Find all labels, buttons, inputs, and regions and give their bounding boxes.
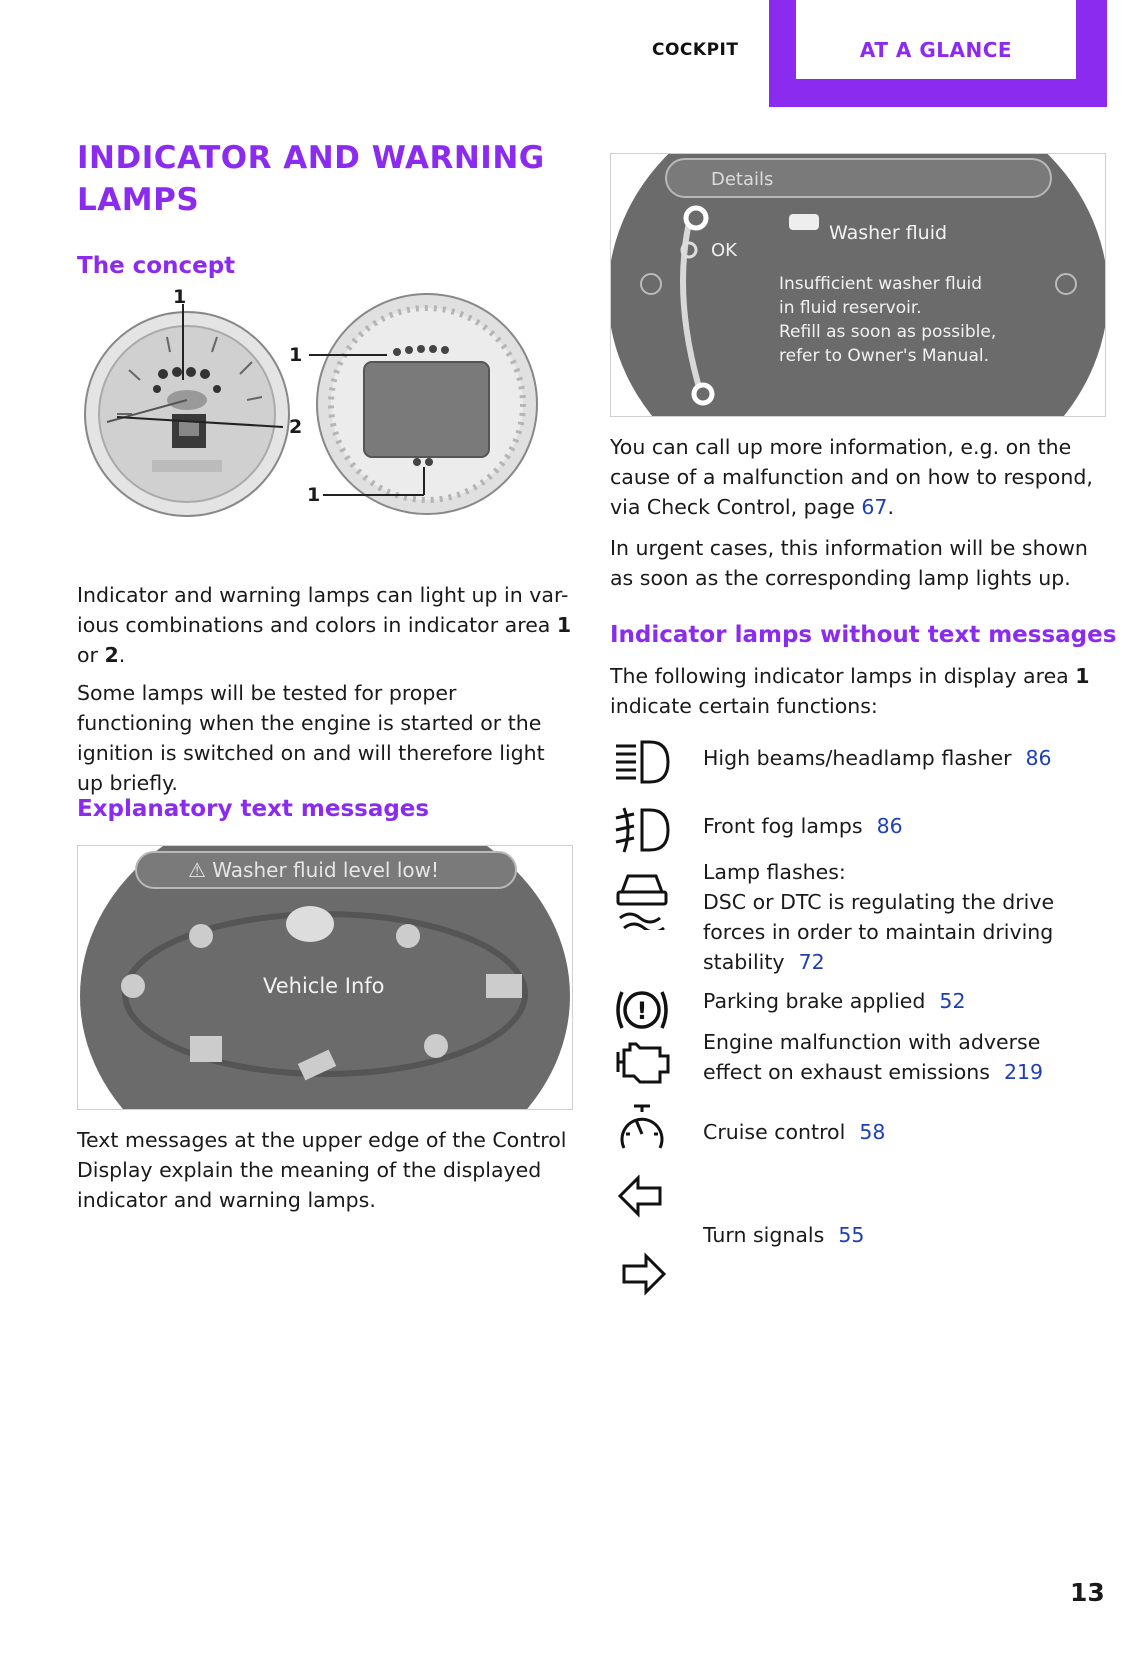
concept-heading: The concept [77,253,236,279]
lamps-heading: Indicator lamps without text messages [610,622,1117,648]
high-beam-icon [612,734,672,790]
concept-paragraph-1: Indicator and warning lamps can light up in var-ious combinations and colors in indicator area 1 or 2. [77,583,572,667]
page-link-67[interactable]: 67 [861,495,888,519]
callout-1-right: 1 [289,344,303,366]
vehicle-info-label: Vehicle Info [263,974,385,998]
engine-malfunction-icon [612,1034,672,1090]
lamp-item-parking-brake: Parking brake applied 52 [703,989,966,1013]
page-link[interactable]: 86 [876,814,903,838]
parking-brake-icon [612,982,672,1038]
details-screen [610,153,1106,417]
page-link[interactable]: 55 [838,1223,865,1247]
turn-signal-icon [612,1170,672,1300]
lamps-intro: The following indicator lamps in display area 1 indicate certain functions: [610,664,1090,718]
section-label: COCKPIT [652,40,739,60]
concept-paragraph-2: Some lamps will be tested for proper functioning when the engine is started or the ignition is switched on and will therefore light up briefly. [77,681,545,795]
page-link[interactable]: 58 [859,1120,886,1144]
dsc-skid-car-icon [612,866,672,930]
page-number: 13 [1070,1578,1105,1607]
explanatory-paragraph: Text messages at the upper edge of the Control Display explain the meaning of the displayed indicator and warning lamps. [77,1128,567,1212]
warning-message: ⚠ Washer fluid level low! [188,858,439,882]
page-link[interactable]: 219 [1003,1060,1044,1084]
callout-1-left: 1 [173,286,187,308]
instrument-cluster-illustration [77,292,577,557]
lamp-item-fog-lamps: Front fog lamps 86 [703,814,903,838]
vehicle-info-screen [77,845,573,1110]
lamp-item-engine: Engine malfunction with adverse effect on exhaust emissions 219 [703,1030,1044,1084]
cruise-control-icon [612,1102,672,1158]
svg-text:!: ! [636,997,648,1025]
details-ok: OK [711,240,737,261]
details-text: Insufficient washer fluid in fluid reservoir. Refill as soon as possible, refer to Owner's Manual. [779,274,997,366]
chapter-tab[interactable] [769,0,1107,107]
lamp-item-high-beams: High beams/headlamp flasher 86 [703,746,1052,770]
callout-1-bottom: 1 [307,484,321,506]
page-link[interactable]: 72 [798,950,825,974]
front-fog-lamp-icon [612,802,672,858]
check-control-paragraph: You can call up more information, e.g. on the cause of a malfunction and on how to respond, via Check Control, page 67. [610,435,1093,519]
page-link[interactable]: 86 [1025,746,1052,770]
lamp-item-dsc: Lamp flashes: DSC or DTC is regulating the drive forces in order to maintain driving stability 72 [703,860,1055,974]
lamp-item-cruise: Cruise control 58 [703,1120,886,1144]
details-item-title: Washer fluid [829,222,948,244]
urgent-paragraph: In urgent cases, this information will be shown as soon as the corresponding lamp lights up. [610,536,1088,590]
page-title: INDICATOR AND WARNING LAMPS [77,140,545,218]
details-title: Details [711,169,774,190]
instrument-cluster-figure [77,286,577,557]
lamp-item-turn-signals: Turn signals 55 [703,1223,865,1247]
callout-2: 2 [289,416,303,438]
chapter-tab-label: AT A GLANCE [796,0,1076,79]
explanatory-heading: Explanatory text messages [77,796,430,822]
page-link[interactable]: 52 [939,989,966,1013]
